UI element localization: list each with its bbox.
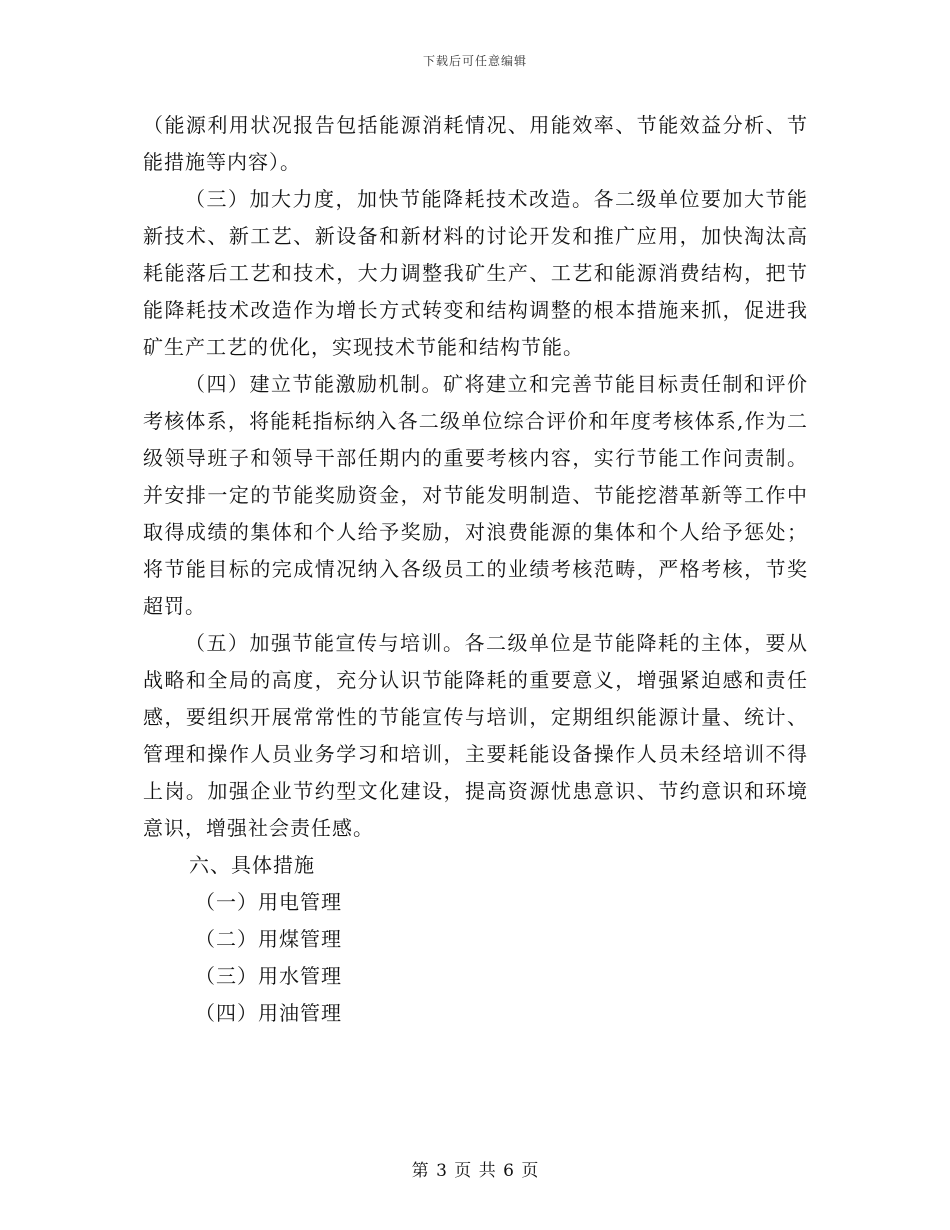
page-number: 第 3 页 共 6 页 — [411, 1161, 539, 1181]
paragraph-energy-report: （能源利用状况报告包括能源消耗情况、用能效率、节能效益分析、节能措施等内容）。 — [143, 113, 808, 174]
header-note: 下载后可任意编辑 — [422, 54, 527, 68]
section-heading: 六、具体措施 — [189, 853, 315, 877]
paragraph-publicity-training: （五）加强节能宣传与培训。各二级单位是节能降耗的主体，要从战略和全局的高度，充分认识节能降耗的重要意义，增强紧迫感和责任感，要组织开展常常性的节能宣传与培训，定期组织能源计量、统计、管理和操作人员业务学习和培训，主要耗能设备操作人员未经培训不得上岗。加强企业节约型文化建设，提高资源忧患意识、节约意识和环境意识，增强社会责任感。 — [143, 631, 808, 840]
measure-item-oil: （四）用油管理 — [195, 1001, 342, 1025]
measure-item-coal: （二）用煤管理 — [195, 927, 342, 951]
paragraph-incentive-mechanism: （四）建立节能激励机制。矿将建立和完善节能目标责任制和评价考核体系，将能耗指标纳入各二级单位综合评价和年度考核体系,作为二级领导班子和领导干部任期内的重要考核内容，实行节能工作问责制。并安排一定的节能奖励资金，对节能发明制造、节能挖潜革新等工作中取得成绩的集体和个人给予奖励，对浪费能源的集体和个人给予惩处；将节能目标的完成情况纳入各级员工的业绩考核范畴，严格考核，节奖超罚。 — [143, 372, 808, 618]
paragraph-technical-renovation: （三）加大力度，加快节能降耗技术改造。各二级单位要加大节能新技术、新工艺、新设备和新材料的讨论开发和推广应用，加快淘汰高耗能落后工艺和技术，大力调整我矿生产、工艺和能源消费结构，把节能降耗技术改造作为增长方式转变和结构调整的根本措施来抓，促进我矿生产工艺的优化，实现技术节能和结构节能。 — [143, 187, 808, 359]
measure-item-water: （三）用水管理 — [195, 964, 342, 988]
measure-item-electricity: （一）用电管理 — [195, 890, 342, 914]
document-body — [143, 107, 808, 1032]
